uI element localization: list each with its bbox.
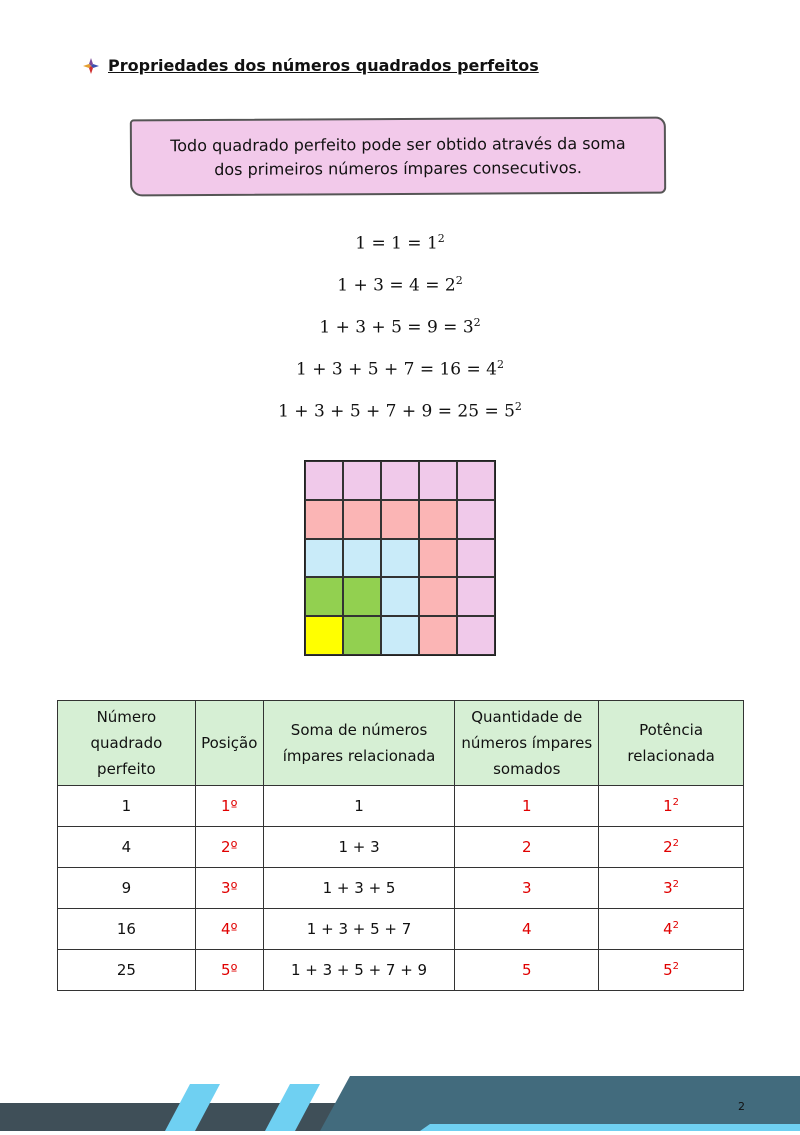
- cell-power: $3^2$: [599, 868, 744, 909]
- grid-cell: [419, 461, 457, 500]
- table-row: [58, 868, 744, 909]
- cell-count: 1: [455, 786, 599, 827]
- header-position: Posição: [195, 701, 263, 786]
- grid-cell: [419, 577, 457, 616]
- table-header-row: [58, 701, 744, 786]
- cell-count: 3: [455, 868, 599, 909]
- grid-cell: [381, 500, 419, 539]
- grid-cell: [381, 616, 419, 655]
- table-row: [58, 786, 744, 827]
- pin-marker-icon: [82, 57, 100, 75]
- table-row: [58, 909, 744, 950]
- grid-cell: [305, 539, 343, 578]
- cell-power: $2^2$: [599, 827, 744, 868]
- cell-square: 4: [58, 827, 196, 868]
- odd-sum-square-diagram: [304, 460, 496, 656]
- header-odd-count: Quantidade de números ímpares somados: [455, 701, 599, 786]
- callout-line-1: Todo quadrado perfeito pode ser obtido através da soma: [170, 133, 626, 155]
- grid-cell: [381, 539, 419, 578]
- header-square-number: Número quadrado perfeito: [58, 701, 196, 786]
- grid-cell: [419, 616, 457, 655]
- footer-band: [0, 1076, 800, 1131]
- table-row: [58, 827, 744, 868]
- header-odd-sum: Soma de números ímpares relacionada: [263, 701, 455, 786]
- cell-position: 2º: [195, 827, 263, 868]
- cell-sum: 1 + 3: [263, 827, 455, 868]
- grid-cell: [381, 577, 419, 616]
- cell-position: 3º: [195, 868, 263, 909]
- equation: $1 + 3 + 5 = 9 = 3^2$: [319, 316, 481, 338]
- cell-position: 1º: [195, 786, 263, 827]
- grid-cell: [343, 461, 381, 500]
- equation: $1 + 3 = 4 = 2^2$: [337, 274, 463, 296]
- cell-count: 5: [455, 950, 599, 991]
- grid-cell: [457, 616, 495, 655]
- grid-cell: [381, 461, 419, 500]
- grid-cell: [305, 461, 343, 500]
- grid-cell: [457, 461, 495, 500]
- grid-cell: [457, 539, 495, 578]
- callout-line-2: dos primeiros números ímpares consecutivos.: [214, 157, 582, 179]
- cell-sum: 1 + 3 + 5 + 7: [263, 909, 455, 950]
- cell-sum: 1: [263, 786, 455, 827]
- cell-sum: 1 + 3 + 5 + 7 + 9: [263, 950, 455, 991]
- cell-position: 4º: [195, 909, 263, 950]
- cell-count: 4: [455, 909, 599, 950]
- cell-power: $5^2$: [599, 950, 744, 991]
- cell-square: 9: [58, 868, 196, 909]
- table-row: [58, 950, 744, 991]
- cell-count: 2: [455, 827, 599, 868]
- cell-power: $4^2$: [599, 909, 744, 950]
- equation: $1 = 1 = 1^2$: [355, 232, 445, 254]
- grid-cell: [343, 616, 381, 655]
- grid-cell: [419, 500, 457, 539]
- section-title: Propriedades dos números quadrados perfeitos: [108, 56, 539, 75]
- grid-cell: [305, 577, 343, 616]
- grid-cell: [305, 500, 343, 539]
- grid-cell: [305, 616, 343, 655]
- grid-cell: [419, 539, 457, 578]
- cell-power: $1^2$: [599, 786, 744, 827]
- equation: $1 + 3 + 5 + 7 = 16 = 4^2$: [296, 358, 504, 380]
- grid-cell: [343, 539, 381, 578]
- grid-cell: [457, 577, 495, 616]
- page-footer: [0, 1076, 800, 1131]
- grid-cell: [457, 500, 495, 539]
- section-heading: [82, 56, 539, 75]
- cell-position: 5º: [195, 950, 263, 991]
- header-power: Potência relacionada: [599, 701, 744, 786]
- cell-square: 25: [58, 950, 196, 991]
- grid-cell: [343, 577, 381, 616]
- equations-list: [0, 224, 800, 434]
- cell-square: 1: [58, 786, 196, 827]
- definition-callout: [130, 117, 666, 197]
- cell-sum: 1 + 3 + 5: [263, 868, 455, 909]
- cell-square: 16: [58, 909, 196, 950]
- equation: $1 + 3 + 5 + 7 + 9 = 25 = 5^2$: [278, 400, 522, 422]
- page-number: 2: [738, 1100, 745, 1113]
- squares-properties-table: [57, 700, 744, 991]
- grid-cell: [343, 500, 381, 539]
